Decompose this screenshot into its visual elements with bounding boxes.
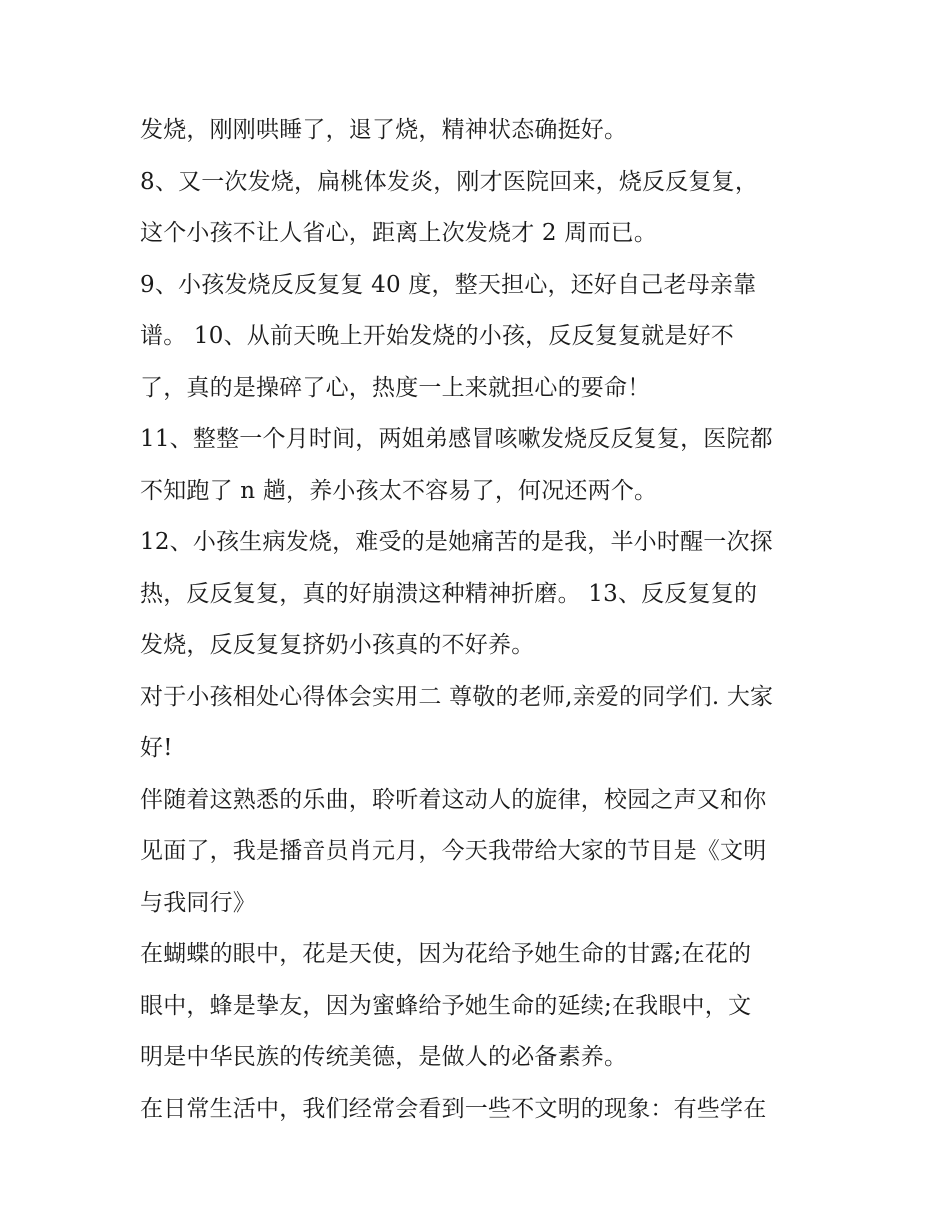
text-line: 好! <box>140 735 173 761</box>
text-line: 了，真的是操碎了心，热度一上来就担心的要命！ <box>140 374 651 401</box>
text-line: 12、小孩生病发烧，难受的是她痛苦的是我，半小时醒一次探 <box>140 529 773 555</box>
text-line: 伴随着这熟悉的乐曲，聆听着这动人的旋律，校园之声又和你 <box>140 786 767 813</box>
document-body <box>140 105 830 1135</box>
text-line: 谱。 10、从前天晚上开始发烧的小孩，反反复复就是好不 <box>140 323 734 349</box>
text-line: 发烧，反反复复挤奶小孩真的不好养。 <box>140 632 535 658</box>
text-line: 8、又一次发烧，扁桃体发炎，刚才医院回来，烧反反复复， <box>140 168 759 195</box>
text-line: 眼中，蜂是挚友，因为蜜蜂给予她生命的延续;在我眼中，文 <box>140 992 752 1019</box>
text-line: 9、小孩发烧反反复复 40 度，整天担心，还好自己老母亲靠 <box>140 271 757 298</box>
text-line: 见面了，我是播音员肖元月，今天我带给大家的节目是《文明 <box>140 838 767 864</box>
text-line: 这个小孩不让人省心，距离上次发烧才 2 周而已。 <box>140 220 658 246</box>
text-line: 与我同行》 <box>140 889 256 916</box>
text-line: 在日常生活中，我们经常会看到一些不文明的现象：有些学在 <box>140 1095 767 1122</box>
text-line: 热，反反复复，真的好崩溃这种精神折磨。 13、反反复复的 <box>140 580 758 607</box>
text-line: 对于小孩相处心得体会实用二 尊敬的老师,亲爱的同学们. 大家 <box>140 683 774 710</box>
text-line: 发烧，刚刚哄睡了，退了烧，精神状态确挺好。 <box>140 117 628 143</box>
text-line: 不知跑了 n 趟，养小孩太不容易了，何况还两个。 <box>140 477 658 504</box>
text-line: 明是中华民族的传统美德，是做人的必备素养。 <box>140 1044 628 1070</box>
text-line: 11、整整一个月时间，两姐弟感冒咳嗽发烧反反复复，医院都 <box>140 426 773 452</box>
text-line: 在蝴蝶的眼中，花是天使，因为花给予她生命的甘露;在花的 <box>140 941 752 967</box>
